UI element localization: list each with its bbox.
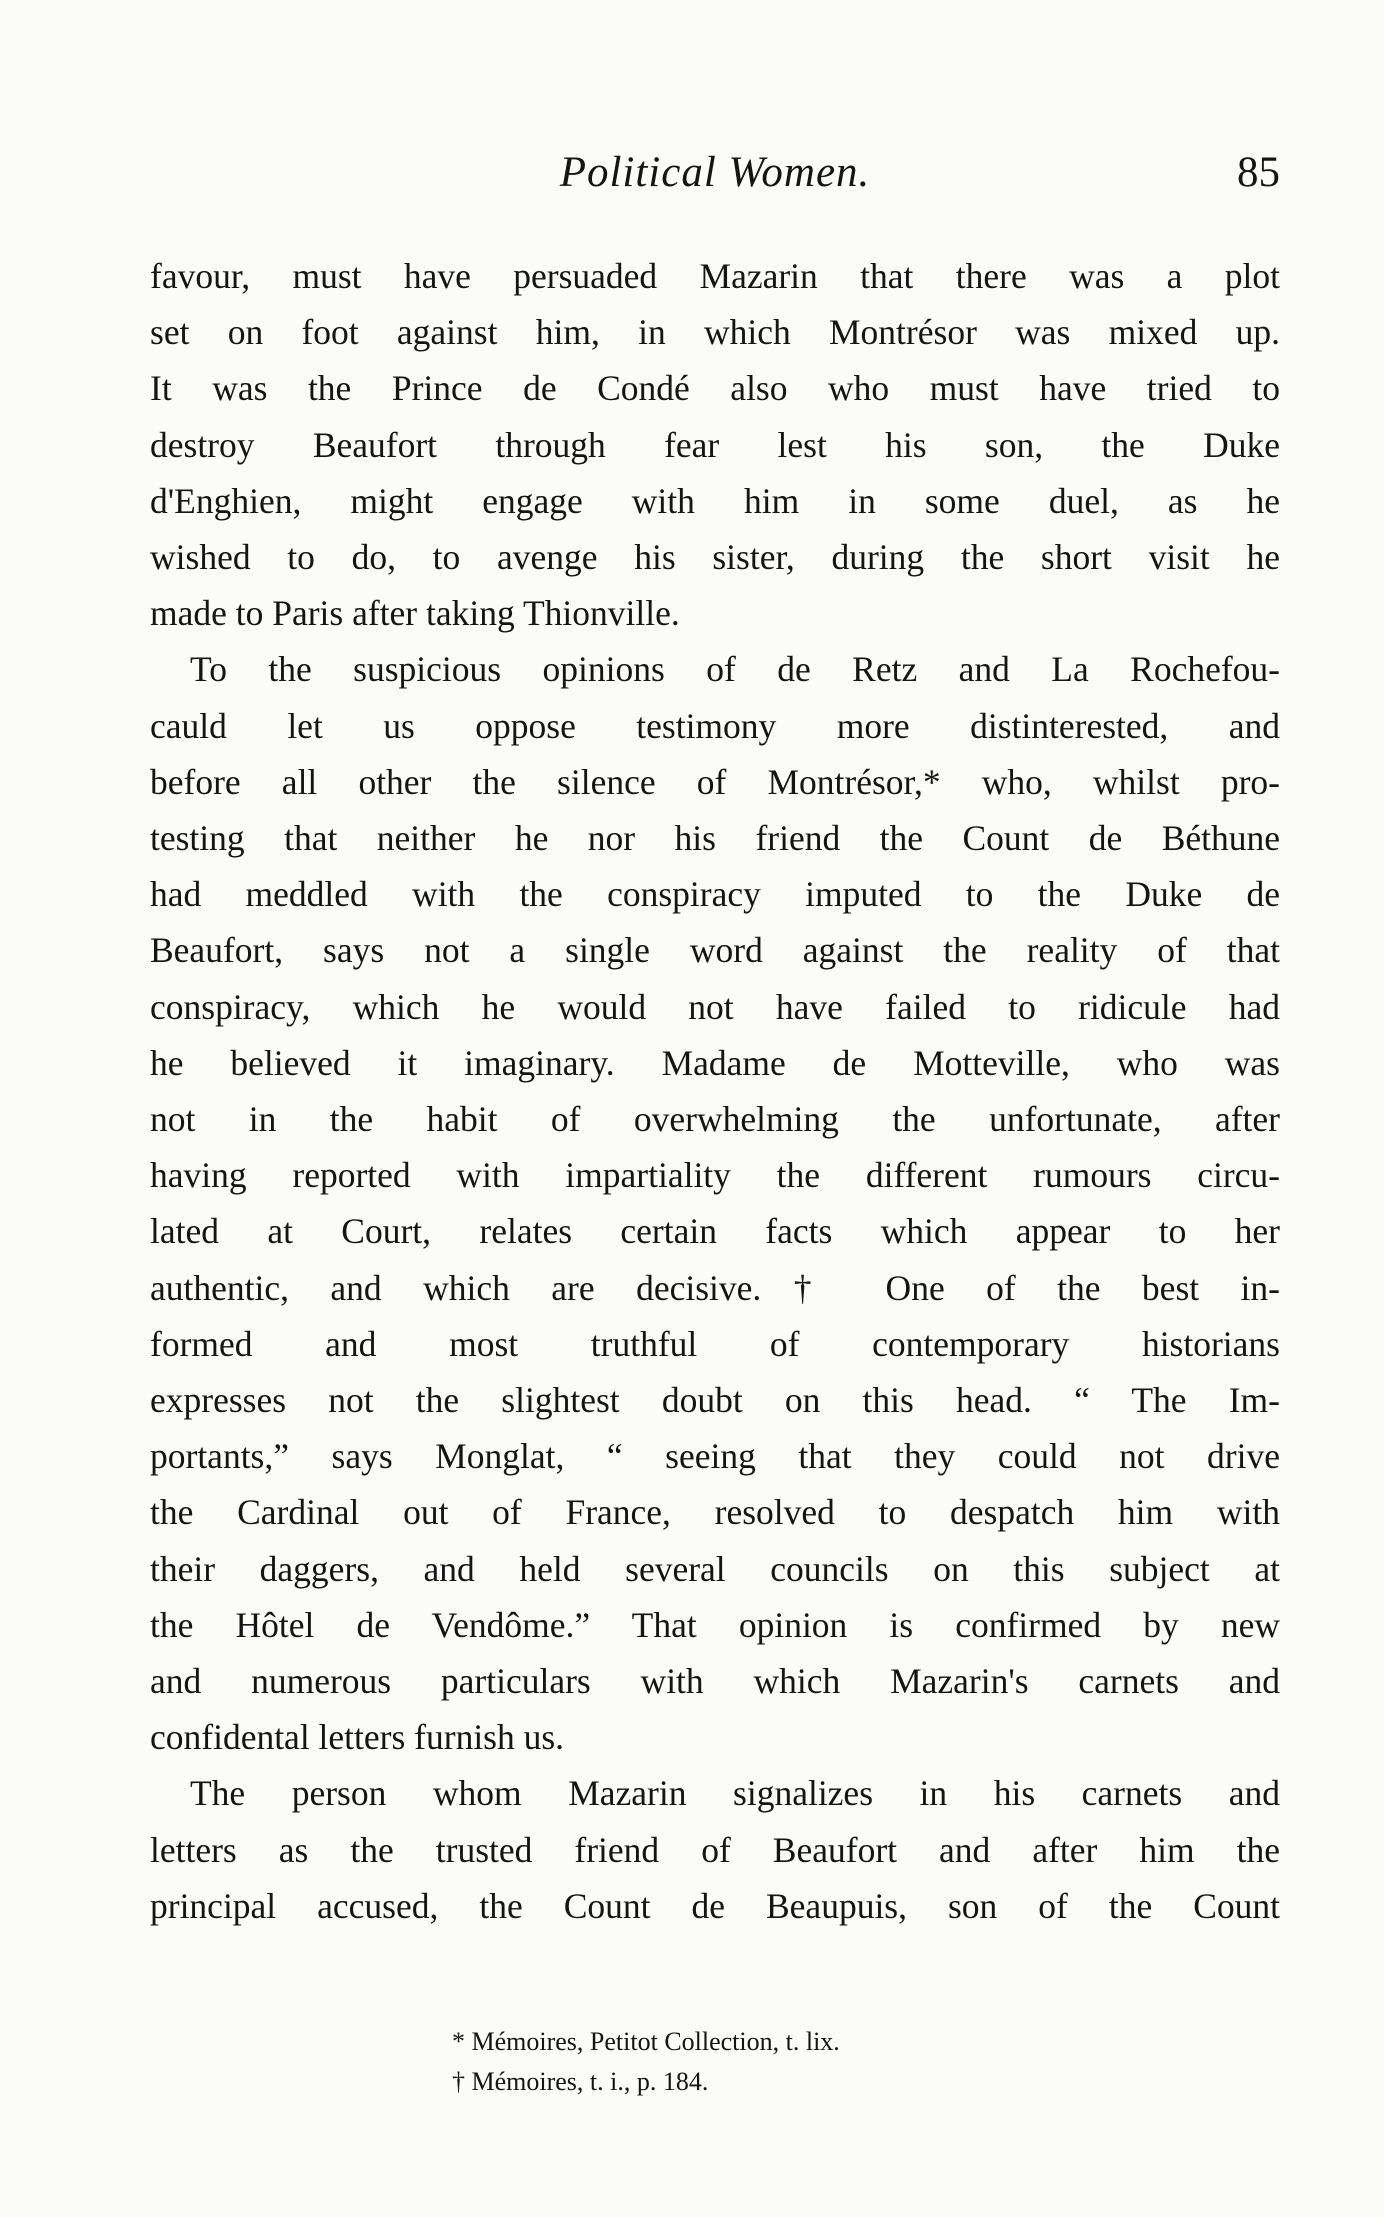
- text-line: principal accused, the Count de Beaupuis, son of the Count: [150, 1885, 1280, 1926]
- text-line: Beaufort, says not a single word against the reality of that: [150, 930, 1280, 971]
- text-line: cauld let us oppose testimony more distinterested, and: [150, 705, 1280, 746]
- text-line: the Cardinal out of France, resolved to despatch him with: [150, 1492, 1280, 1533]
- text-line: It was the Prince de Condé also who must have tried to: [150, 368, 1280, 409]
- paragraph-1: [150, 248, 1280, 641]
- text-line: The person whom Mazarin signalizes in his carnets and: [190, 1773, 1280, 1814]
- footnotes: [150, 2022, 1280, 2102]
- text-line: d'Enghien, might engage with him in some duel, as he: [150, 480, 1280, 521]
- text-line: To the suspicious opinions of de Retz and La Rochefou-: [190, 649, 1280, 690]
- paragraph-2: [150, 641, 1280, 1765]
- text-line: the Hôtel de Vendôme.” That opinion is confirmed by new: [150, 1604, 1280, 1645]
- text-line: having reported with impartiality the different rumours circu-: [150, 1155, 1280, 1196]
- text-line: confidental letters furnish us.: [150, 1717, 565, 1758]
- text-line: had meddled with the conspiracy imputed to the Duke de: [150, 874, 1280, 915]
- text-line: formed and most truthful of contemporary historians: [150, 1323, 1280, 1364]
- text-line: expresses not the slightest doubt on this head. “ The Im-: [150, 1380, 1280, 1421]
- page-number: 85: [1237, 149, 1280, 196]
- text-line: their daggers, and held several councils on this subject at: [150, 1548, 1280, 1589]
- footnote: * Mémoires, Petitot Collection, t. lix.: [452, 2027, 840, 2056]
- text-line: and numerous particulars with which Mazarin's carnets and: [150, 1661, 1280, 1702]
- text-line: authentic, and which are decisive.† One of the best in-: [150, 1267, 1280, 1308]
- page-header: [150, 148, 1280, 208]
- text-line: destroy Beaufort through fear lest his son, the Duke: [150, 424, 1280, 465]
- text-line: testing that neither he nor his friend the Count de Béthune: [150, 818, 1280, 859]
- text-line: he believed it imaginary. Madame de Motteville, who was: [150, 1042, 1280, 1083]
- text-line: wished to do, to avenge his sister, during the short visit he: [150, 537, 1280, 578]
- text-line: letters as the trusted friend of Beaufort and after him the: [150, 1829, 1280, 1870]
- text-line: set on foot against him, in which Montrésor was mixed up.: [150, 312, 1280, 353]
- text-line: lated at Court, relates certain facts which appear to her: [150, 1211, 1280, 1252]
- text-line: before all other the silence of Montrésor,* who, whilst pro-: [150, 761, 1280, 802]
- footnote: † Mémoires, t. i., p. 184.: [452, 2067, 709, 2096]
- text-line: favour, must have persuaded Mazarin that there was a plot: [150, 256, 1280, 296]
- text-line: portants,” says Monglat, “ seeing that they could not drive: [150, 1436, 1280, 1477]
- body-text: [150, 248, 1280, 1934]
- text-line: made to Paris after taking Thionville.: [150, 593, 680, 634]
- text-line: conspiracy, which he would not have failed to ridicule had: [150, 986, 1280, 1027]
- running-title: Political Women.: [559, 149, 871, 196]
- paragraph-3: [150, 1765, 1280, 1934]
- text-line: not in the habit of overwhelming the unfortunate, after: [150, 1099, 1280, 1140]
